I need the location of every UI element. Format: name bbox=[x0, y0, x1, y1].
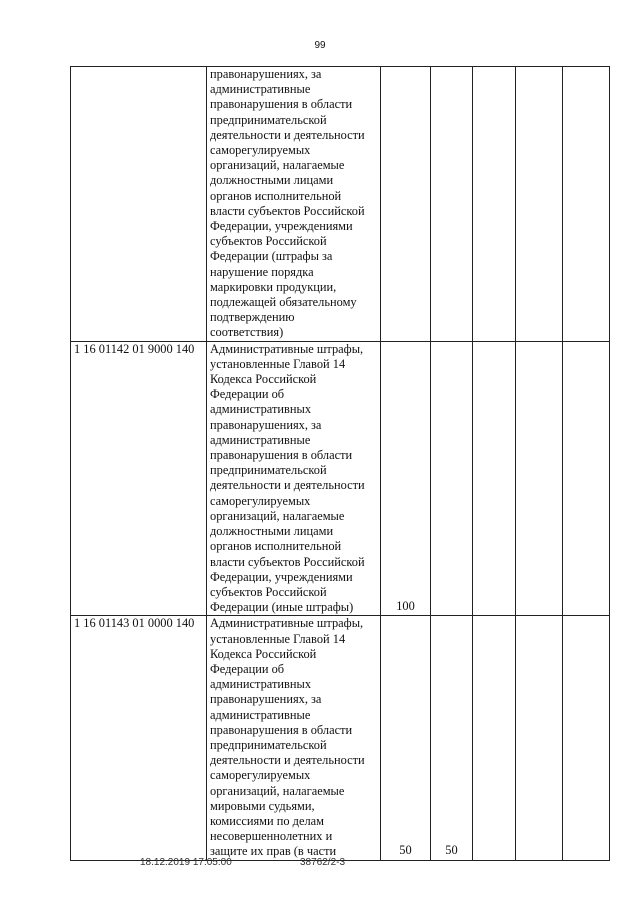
row-description: Административные штрафы, установленные Главой 14 Кодекса Российской Федерации об административных правонарушениях, за административные правонарушения в области предпринимательской деятельности и деятельности саморегулируемых организаций, налагаемые должностными лицами органов исполнительной власти субъектов Российской Федерации, учреждениями субъектов Российской Федерации (иные штрафы) bbox=[207, 341, 381, 616]
value-cell bbox=[473, 616, 516, 860]
budget-table bbox=[70, 66, 610, 861]
row-description: Административные штрафы, установленные Главой 14 Кодекса Российской Федерации об административных правонарушениях, за административные правонарушения в области предпринимательской деятельности и деятельности саморегулируемых организаций, налагаемые мировыми судьями, комиссиями по делам несовершеннолетних и защите их прав (в части bbox=[207, 616, 381, 860]
table-row bbox=[71, 616, 610, 860]
value-cell bbox=[431, 341, 473, 616]
value-cell bbox=[516, 616, 563, 860]
value-cell bbox=[431, 67, 473, 342]
footer-document-reference: 38762/2-3 bbox=[300, 857, 346, 868]
value-cell bbox=[516, 341, 563, 616]
row-code: 1 16 01143 01 0000 140 bbox=[71, 616, 207, 860]
table-row bbox=[71, 341, 610, 616]
value-cell bbox=[563, 67, 610, 342]
table-row bbox=[71, 67, 610, 342]
value-cell bbox=[516, 67, 563, 342]
value-cell: 50 bbox=[431, 616, 473, 860]
row-code bbox=[71, 67, 207, 342]
footer-timestamp: 18.12.2019 17:05:00 bbox=[140, 857, 232, 868]
value-cell bbox=[473, 67, 516, 342]
value-cell: 100 bbox=[381, 341, 431, 616]
page-number: 99 bbox=[314, 40, 326, 51]
row-code: 1 16 01142 01 9000 140 bbox=[71, 341, 207, 616]
value-cell bbox=[563, 616, 610, 860]
value-cell bbox=[563, 341, 610, 616]
value-cell: 50 bbox=[381, 616, 431, 860]
row-description: правонарушениях, за административные правонарушения в области предпринимательской деятельности и деятельности саморегулируемых организаций, налагаемые должностными лицами органов исполнительной власти субъектов Российской Федерации, учреждениями субъектов Российской Федерации (штрафы за нарушение порядка маркировки продукции, подлежащей обязательному подтверждению соответствия) bbox=[207, 67, 381, 342]
value-cell bbox=[381, 67, 431, 342]
value-cell bbox=[473, 341, 516, 616]
